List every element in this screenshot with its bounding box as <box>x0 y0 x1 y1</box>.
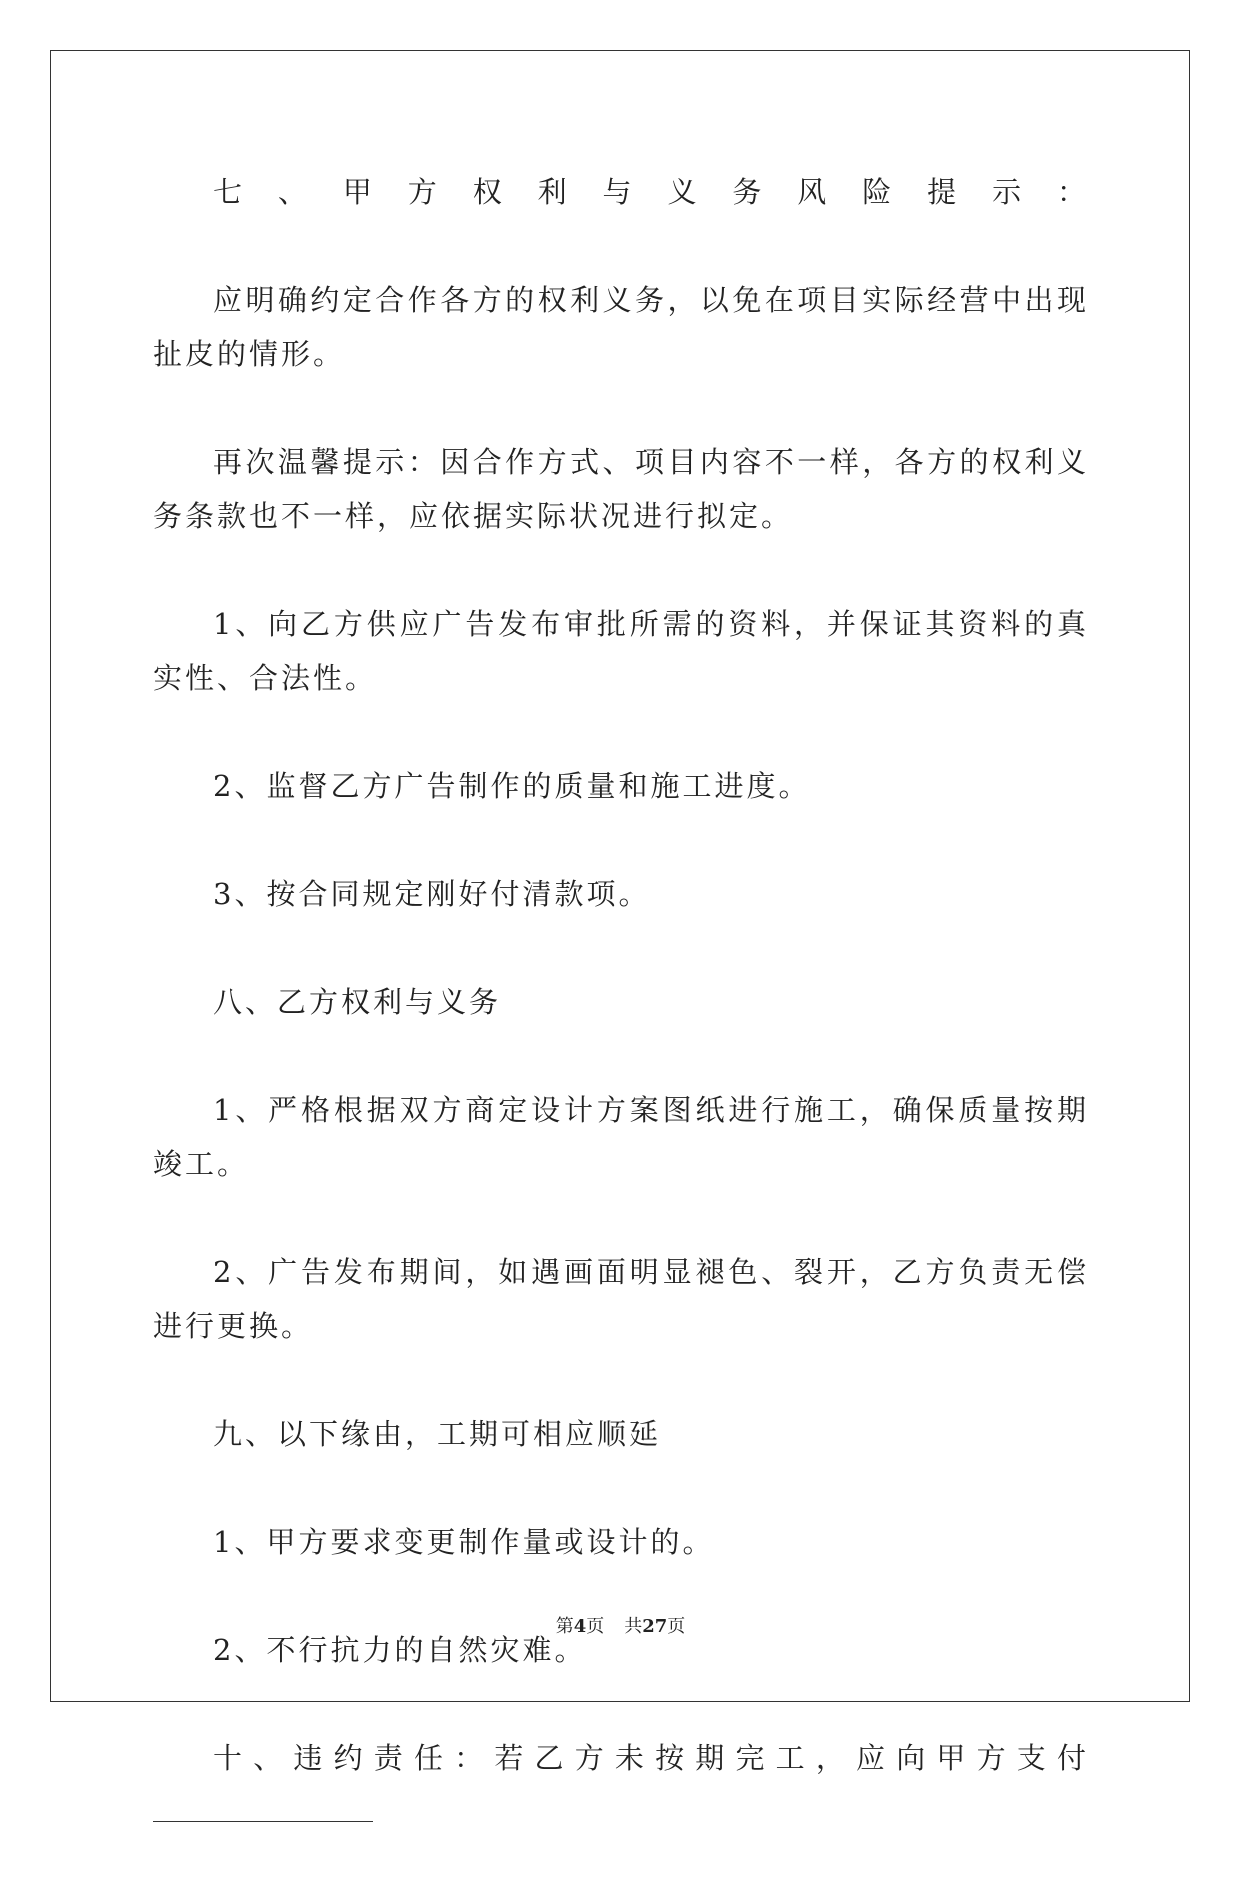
list-item: 1、严格根据双方商定设计方案图纸进行施工，确保质量按期竣工。 <box>153 1093 1089 1181</box>
paragraph: 应明确约定合作各方的权利义务，以免在项目实际经营中出现扯皮的情形。 <box>153 283 1089 371</box>
total-pages: 27 <box>642 1616 668 1637</box>
paragraph: 再次温馨提示：因合作方式、项目内容不一样，各方的权利义务条款也不一样，应依据实际状况进行拟定。 <box>153 445 1089 533</box>
section-heading-10 <box>153 1731 1089 1839</box>
page-suffix: 页 <box>586 1616 605 1637</box>
paragraph: 1、向乙方供应广告发布审批所需的资料，并保证其资料的真实性、合法性。 <box>153 607 1089 695</box>
list-item: 2、监督乙方广告制作的质量和施工进度。 <box>213 769 811 803</box>
breach-clause-text: 十、违约责任：若乙方未按期完工，应向甲方支付 <box>213 1741 1089 1775</box>
list-item: 1、甲方要求变更制作量或设计的。 <box>213 1525 715 1559</box>
total-suffix: 页 <box>667 1616 686 1637</box>
page-number: 4 <box>573 1616 587 1637</box>
total-prefix: 共 <box>624 1616 643 1637</box>
list-item: 2、不行抗力的自然灾难。 <box>213 1633 587 1667</box>
list-item: 3、按合同规定刚好付清款项。 <box>213 877 651 911</box>
list-item: 2、广告发布期间，如遇画面明显褪色、裂开，乙方负责无偿进行更换。 <box>153 1255 1089 1343</box>
section-heading-7: 七、甲方权利与义务风险提示： <box>213 175 1089 209</box>
section-heading-9: 九、以下缘由，工期可相应顺延 <box>213 1417 662 1451</box>
section-heading-8: 八、乙方权利与义务 <box>213 985 502 1019</box>
fill-in-blank-line <box>153 1791 373 1822</box>
page-footer <box>0 1612 1241 1638</box>
page-prefix: 第 <box>555 1616 574 1637</box>
